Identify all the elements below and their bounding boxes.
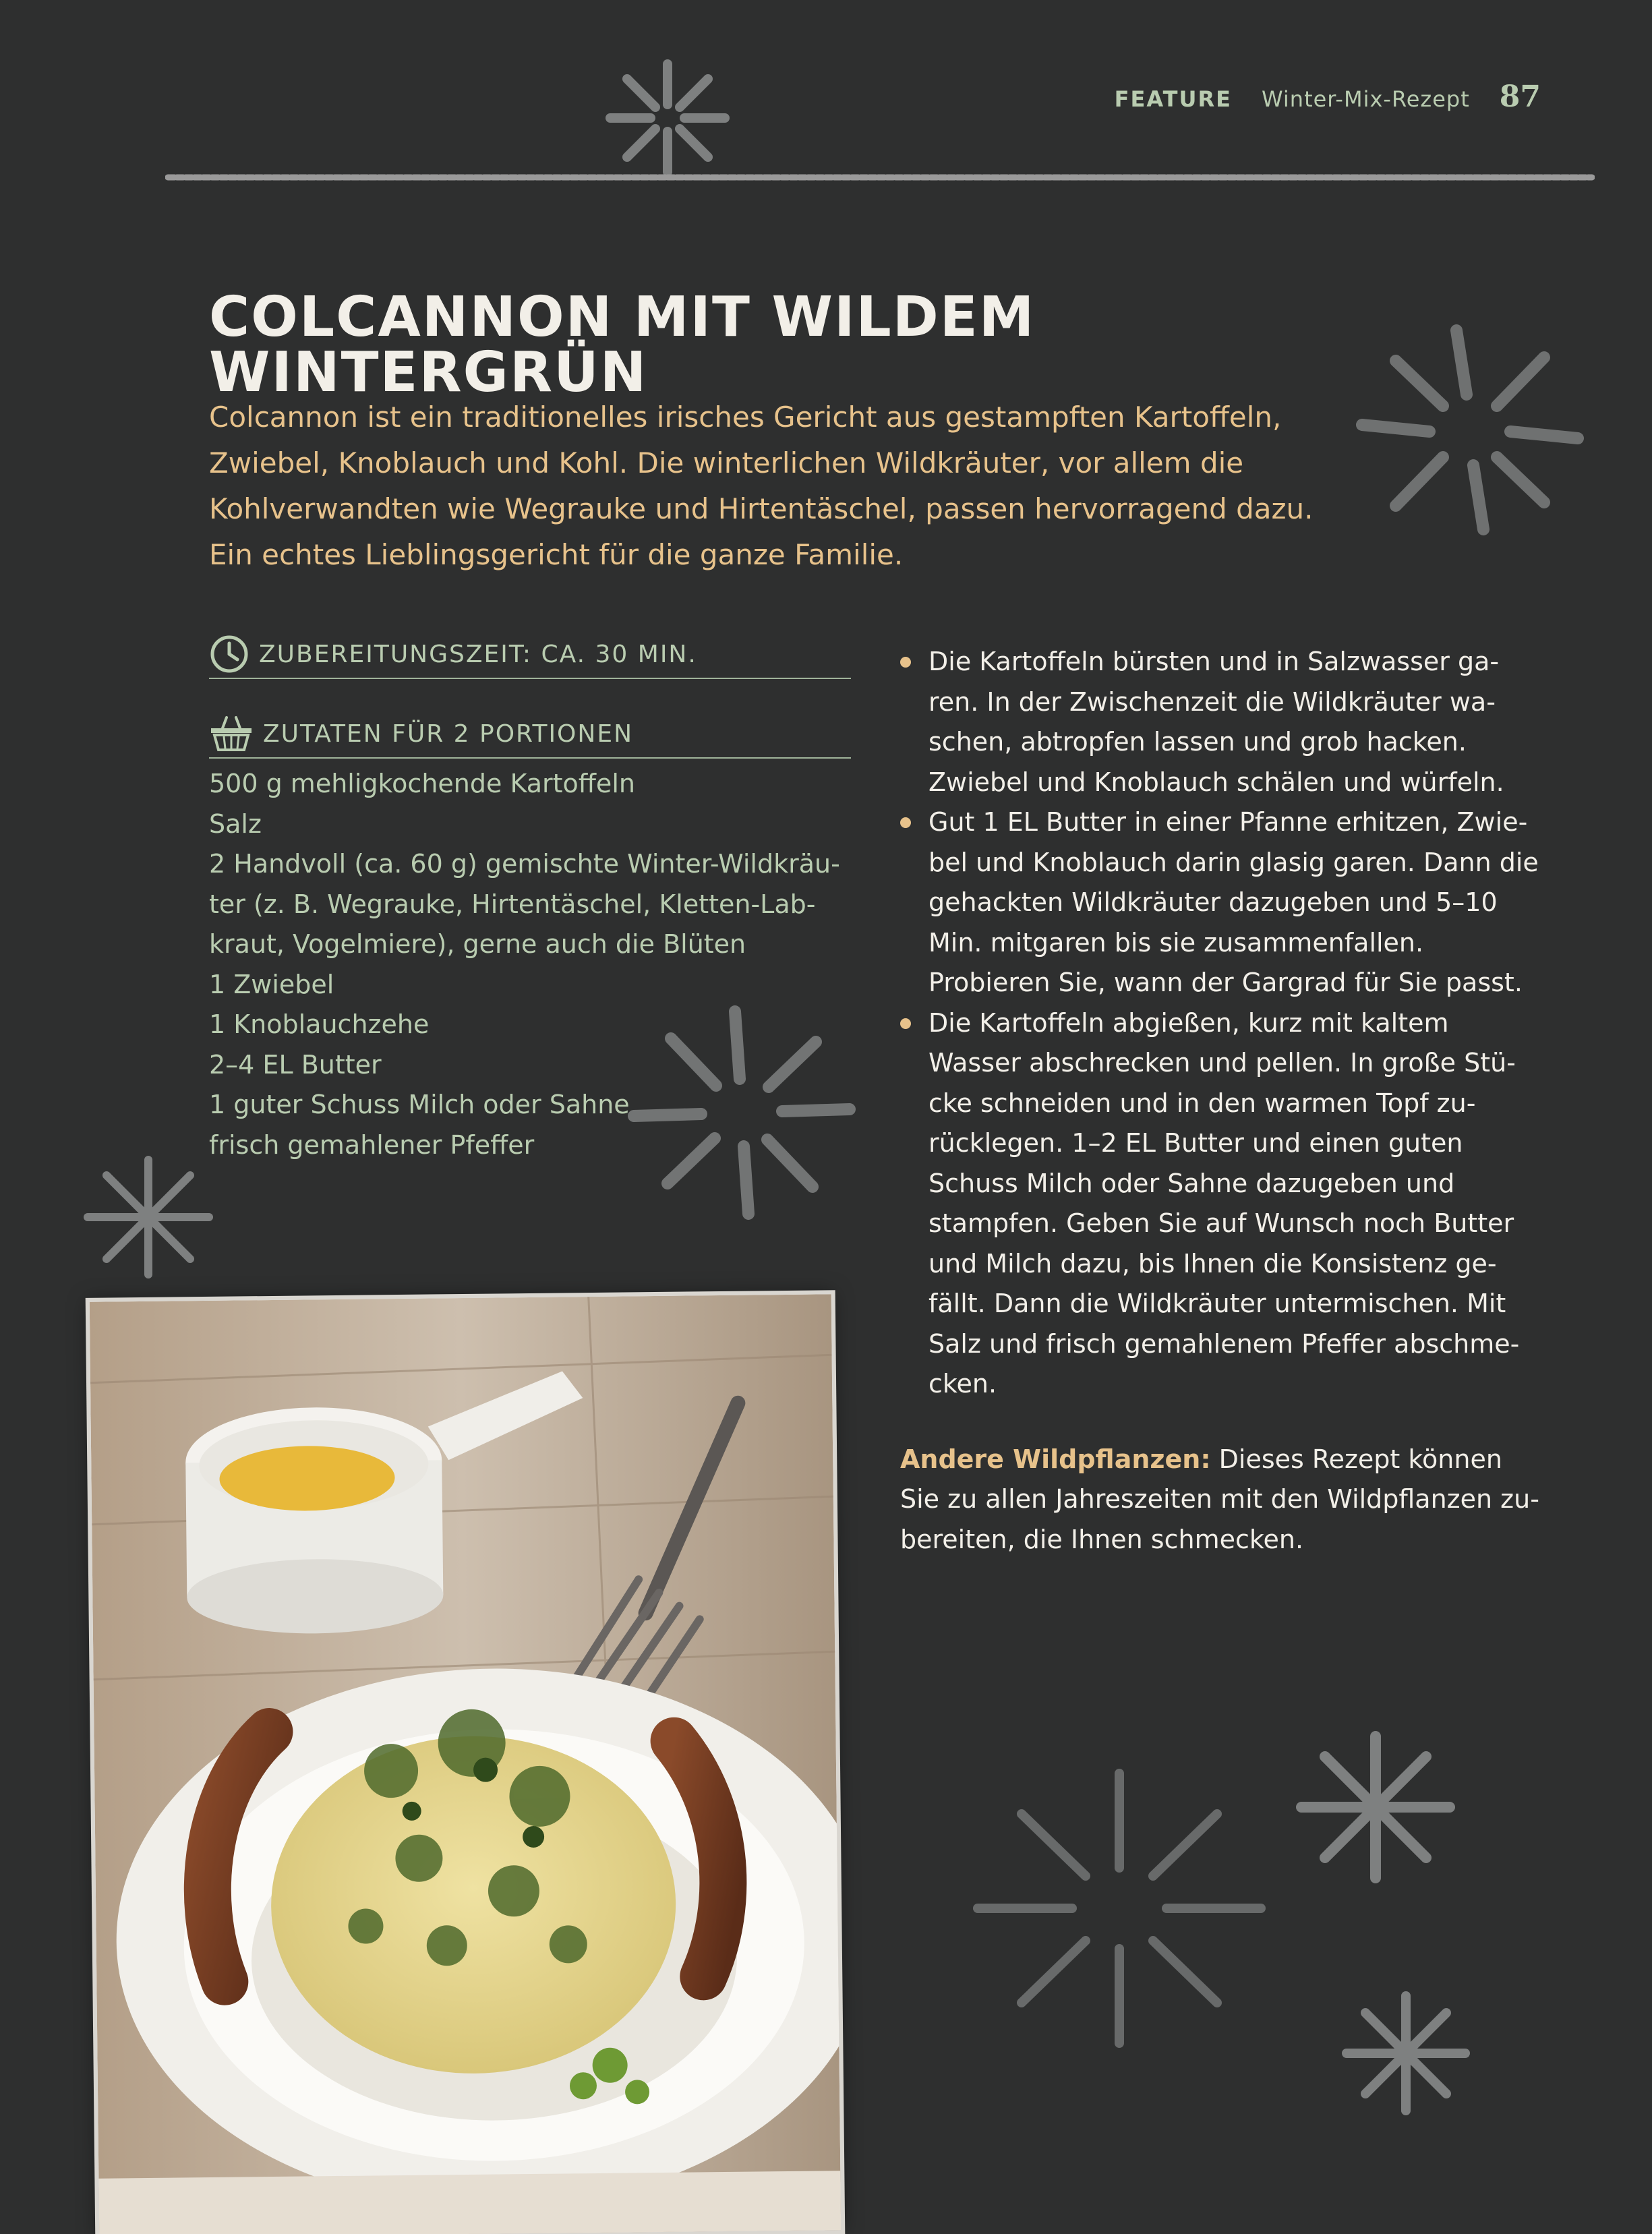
page-header bbox=[1115, 80, 1541, 114]
recipe-instructions bbox=[900, 642, 1541, 1585]
page-number: 87 bbox=[1499, 80, 1541, 114]
recipe-details bbox=[209, 630, 851, 1165]
snowflake-icon bbox=[1355, 324, 1585, 539]
step-item bbox=[900, 802, 1541, 1003]
snowflake-icon bbox=[81, 1153, 216, 1281]
list-item: 500 g mehligkochende Kartoffeln bbox=[209, 769, 635, 798]
header-title: Winter-Mix-Rezept bbox=[1261, 86, 1470, 112]
bullet-icon bbox=[900, 657, 911, 668]
list-item: ter (z. B. Wegrauke, Hirtentäschel, Kletten-Lab- bbox=[209, 889, 816, 919]
header-divider bbox=[165, 172, 1595, 183]
snowflake-icon bbox=[971, 1767, 1268, 2050]
tip-heading: Andere Wildpflanzen: bbox=[900, 1444, 1211, 1474]
prep-time: ZUBEREITUNGSZEIT: CA. 30 MIN. bbox=[259, 640, 697, 668]
step-text: Die Kartoffeln abgießen, kurz mit kaltem Wasser abschrecken und pellen. In große Stü-cke schneiden und in den warmen Topf zu-rücklegen. 1–2 EL Butter und einen guten Schuss Milch oder Sahne dazugeben und stampfen. Geben Sie auf Wunsch noch Butter und Milch dazu, bis Ihnen die Konsistenz ge-fällt. Dann die Wildkräuter untermischen. Mit Salz und frisch gemahlenem Pfeffer abschme-cken. bbox=[928, 1007, 1520, 1399]
list-item: kraut, Vogelmiere), gerne auch die Blüten bbox=[209, 929, 746, 959]
dish-photo bbox=[90, 1294, 841, 2234]
step-text: Die Kartoffeln bürsten und in Salzwasser ga-ren. In der Zwischenzeit die Wildkräuter wa-schen, abtropfen lassen und grob hacken. Zwiebel und Knoblauch schälen und würfeln. bbox=[928, 647, 1504, 797]
ingredients-heading-row bbox=[209, 710, 851, 759]
list-item: 2 Handvoll (ca. 60 g) gemischte Winter-Wildkräu- bbox=[209, 849, 840, 879]
list-item: 1 Zwiebel bbox=[209, 969, 334, 999]
tip-text: Dieses Rezept können Sie zu allen Jahreszeiten mit den Wildpflanzen zu-bereiten, die Ihnen schmecken. bbox=[900, 1444, 1539, 1554]
tip-paragraph bbox=[900, 1440, 1541, 1560]
list-item: frisch gemahlener Pfeffer bbox=[209, 1129, 535, 1160]
ingredients-list bbox=[209, 764, 851, 1165]
clock-icon bbox=[209, 634, 249, 674]
list-item: 2–4 EL Butter bbox=[209, 1049, 382, 1080]
list-item: Salz bbox=[209, 809, 262, 839]
header-section: FEATURE bbox=[1114, 86, 1232, 112]
list-item: 1 guter Schuss Milch oder Sahne bbox=[209, 1090, 630, 1119]
prep-time-row bbox=[209, 630, 851, 679]
step-item bbox=[900, 642, 1541, 802]
step-text: Gut 1 EL Butter in einer Pfanne erhitzen, Zwie-bel und Knoblauch darin glasig garen. Dann die gehackten Wildkräuter dazugeben und 5–10 Min. mitgaren bis sie zusammenfallen. Probieren Sie, wann der Gargrad für Sie passt. bbox=[928, 807, 1539, 997]
bullet-icon bbox=[900, 1018, 911, 1029]
bullet-icon bbox=[900, 817, 911, 828]
list-item: 1 Knoblauchzehe bbox=[209, 1009, 430, 1039]
dish-illustration bbox=[90, 1294, 841, 2234]
basket-icon bbox=[209, 715, 254, 753]
recipe-intro: Colcannon ist ein traditionelles irisches Gericht aus gestampften Kartoffeln, Zwiebel, Knoblauch und Kohl. Die winterlichen Wildkräuter, vor allem die Kohlverwandten wie Wegrauke und Hirtentäschel, passen hervorragend dazu. Ein echtes Lieblingsgericht für die ganze Familie. bbox=[209, 401, 1314, 571]
snowflake-icon bbox=[1295, 1726, 1456, 1888]
snowflake-icon bbox=[600, 54, 735, 182]
snowflake-icon bbox=[1342, 1989, 1470, 2117]
steps-list bbox=[900, 642, 1541, 1405]
recipe-title: COLCANNON MIT WILDEM WINTERGRÜN bbox=[209, 285, 1036, 405]
ingredients-heading: ZUTATEN FÜR 2 PORTIONEN bbox=[263, 719, 633, 748]
step-item bbox=[900, 1003, 1541, 1405]
